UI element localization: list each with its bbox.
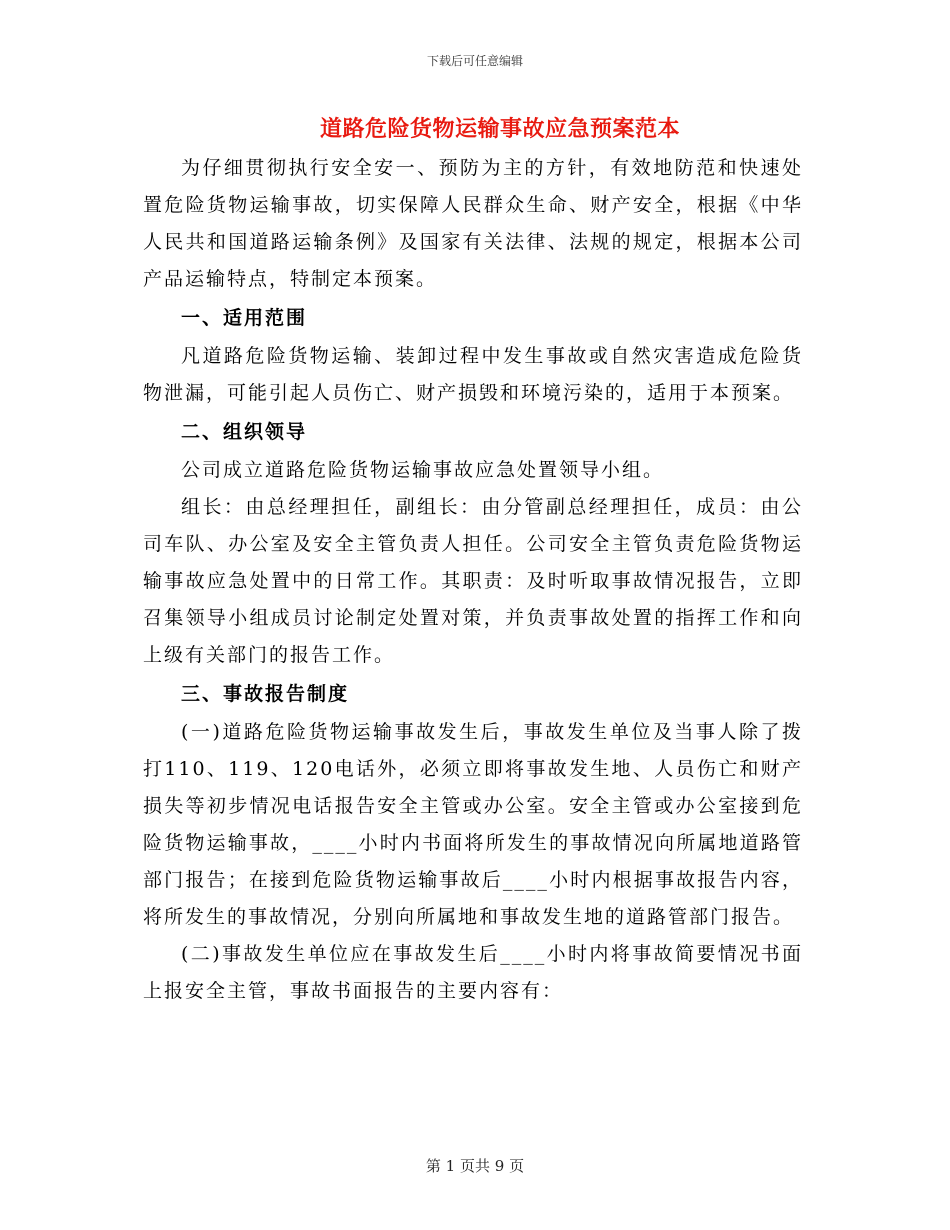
section-scope — [143, 298, 803, 412]
section-paragraph: 凡道路危险货物运输、装卸过程中发生事故或自然灾害造成危险货物泄漏，可能引起人员伤亡、财产损毁和环境污染的，适用于本预案。 — [143, 345, 803, 404]
section-paragraph: 公司成立道路危险货物运输事故应急处置领导小组。 — [181, 459, 665, 481]
document-title: 道路危险货物运输事故应急预案范本 — [319, 116, 680, 142]
page-header-note: 下载后可任意编辑 — [426, 54, 523, 68]
section-heading: 三、事故报告制度 — [181, 683, 350, 705]
section-reporting — [143, 674, 803, 1010]
section-organization — [143, 412, 803, 674]
section-heading: 二、组织领导 — [181, 421, 308, 443]
page-number: 第 1 页共 9 页 — [425, 1157, 525, 1175]
section-paragraph: (一)道路危险货物运输事故发生后，事故发生单位及当事人除了拨打110、119、120电话外，必须立即将事故发生地、人员伤亡和财产损失等初步情况电话报告安全主管或办公室。安全主管或办公室接到危险货物运输事故，____小时内书面将所发生的事故情况向所属地道路管部门报告；在接到危险货物运输事故后____小时内根据事故报告内容，将所发生的事故情况，分别向所属地和事故发生地的道路管部门报告。 — [143, 721, 803, 928]
section-paragraph: (二)事故发生单位应在事故发生后____小时内将事故简要情况书面上报安全主管，事故书面报告的主要内容有： — [143, 943, 803, 1002]
section-heading: 一、适用范围 — [181, 307, 308, 329]
section-paragraph: 组长：由总经理担任，副组长：由分管副总经理担任，成员：由公司车队、办公室及安全主管负责人担任。公司安全主管负责危险货物运输事故应急处置中的日常工作。其职责：及时听取事故情况报告，立即召集领导小组成员讨论制定处置对策，并负责事故处置的指挥工作和向上级有关部门的报告工作。 — [143, 496, 803, 666]
document-body — [143, 150, 803, 1010]
intro-paragraph: 为仔细贯彻执行安全安一、预防为主的方针，有效地防范和快速处置危险货物运输事故，切实保障人民群众生命、财产安全，根据《中华人民共和国道路运输条例》及国家有关法律、法规的规定，根据本公司产品运输特点，特制定本预案。 — [143, 157, 803, 290]
